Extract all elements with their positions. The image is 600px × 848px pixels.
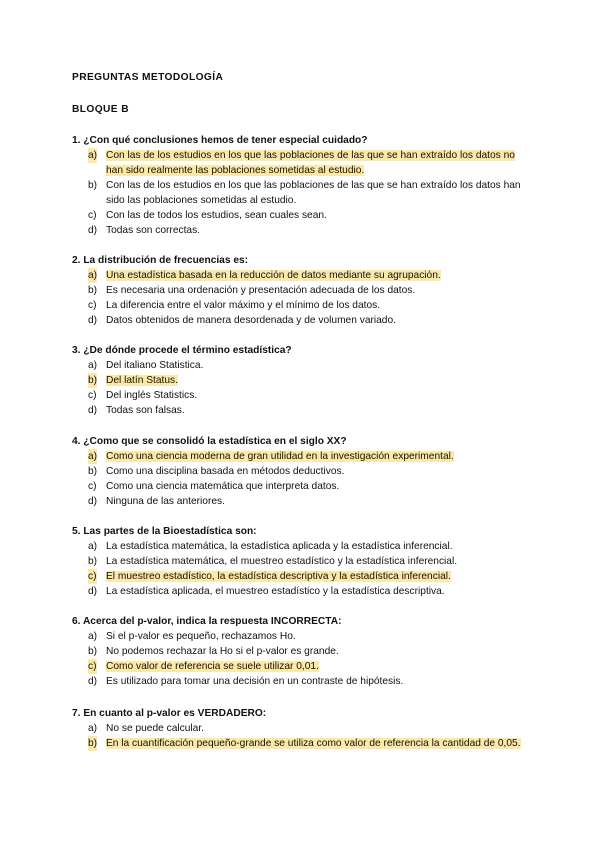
answer-option: c) Del inglés Statistics. <box>88 390 198 401</box>
document-title: PREGUNTAS METODOLOGÍA <box>72 72 224 83</box>
answer-option: c) Como valor de referencia se suele utilizar 0,01. <box>88 661 319 672</box>
answer-option: c) Como una ciencia matemática que interpreta datos. <box>88 481 340 492</box>
answer-option: a) Del italiano Statistica. <box>88 360 204 371</box>
question-title: 6. Acerca del p-valor, indica la respuesta INCORRECTA: <box>72 616 342 627</box>
answer-option: a) Con las de los estudios en los que las poblaciones de las que se han extraído los datos no han sido realmente las poblaciones sometidas al estudio. <box>88 150 515 176</box>
answer-option: b) Con las de los estudios en los que las poblaciones de las que se han extraído los datos han sido las poblaciones sometidas al estudio. <box>88 180 521 206</box>
answer-option: d) Datos obtenidos de manera desordenada y de volumen variado. <box>88 315 396 326</box>
answer-option: a) La estadística matemática, la estadística aplicada y la estadística inferencial. <box>88 541 453 552</box>
question-title: 1. ¿Con qué conclusiones hemos de tener especial cuidado? <box>72 135 368 146</box>
question-title: 7. En cuanto al p-valor es VERDADERO: <box>72 708 267 719</box>
question-7 <box>72 706 532 751</box>
answer-option: a) Una estadística basada en la reducción de datos mediante su agrupación. <box>88 270 441 281</box>
answer-option: b) Del latín Status. <box>88 375 178 386</box>
question-2 <box>72 253 532 328</box>
question-title: 3. ¿De dónde procede el término estadística? <box>72 345 292 356</box>
question-6 <box>72 614 532 689</box>
answer-option: b) La estadística matemática, el muestreo estadístico y la estadística inferencial. <box>88 556 458 567</box>
answer-option: a) No se puede calcular. <box>88 723 204 734</box>
question-3 <box>72 343 532 418</box>
answer-option: c) Con las de todos los estudios, sean cuales sean. <box>88 210 327 221</box>
question-title: 2. La distribución de frecuencias es: <box>72 255 249 266</box>
answer-option: b) Es necesaria una ordenación y presentación adecuada de los datos. <box>88 285 416 296</box>
answer-option: d) Todas son correctas. <box>88 225 200 236</box>
question-title: 5. Las partes de la Bioestadística son: <box>72 526 257 537</box>
question-5 <box>72 524 532 599</box>
answer-option: a) Como una ciencia moderna de gran utilidad en la investigación experimental. <box>88 451 454 462</box>
answer-option: c) El muestreo estadístico, la estadística descriptiva y la estadística inferencial. <box>88 571 451 582</box>
answer-option: b) Como una disciplina basada en métodos deductivos. <box>88 466 345 477</box>
answer-option: d) Todas son falsas. <box>88 405 185 416</box>
answer-option: a) Si el p-valor es pequeño, rechazamos Ho. <box>88 631 296 642</box>
answer-option: b) En la cuantificación pequeño-grande se utiliza como valor de referencia la cantidad de 0,05. <box>88 738 521 749</box>
answer-option: d) Ninguna de las anteriores. <box>88 496 225 507</box>
block-title: BLOQUE B <box>72 104 129 115</box>
question-1 <box>72 133 532 238</box>
answer-option: b) No podemos rechazar la Ho si el p-valor es grande. <box>88 646 339 657</box>
answer-option: d) La estadística aplicada, el muestreo estadístico y la estadística descriptiva. <box>88 586 445 597</box>
answer-option: d) Es utilizado para tomar una decisión en un contraste de hipótesis. <box>88 676 404 687</box>
question-title: 4. ¿Como que se consolidó la estadística en el siglo XX? <box>72 436 347 447</box>
question-4 <box>72 434 532 509</box>
answer-option: c) La diferencia entre el valor máximo y el mínimo de los datos. <box>88 300 381 311</box>
